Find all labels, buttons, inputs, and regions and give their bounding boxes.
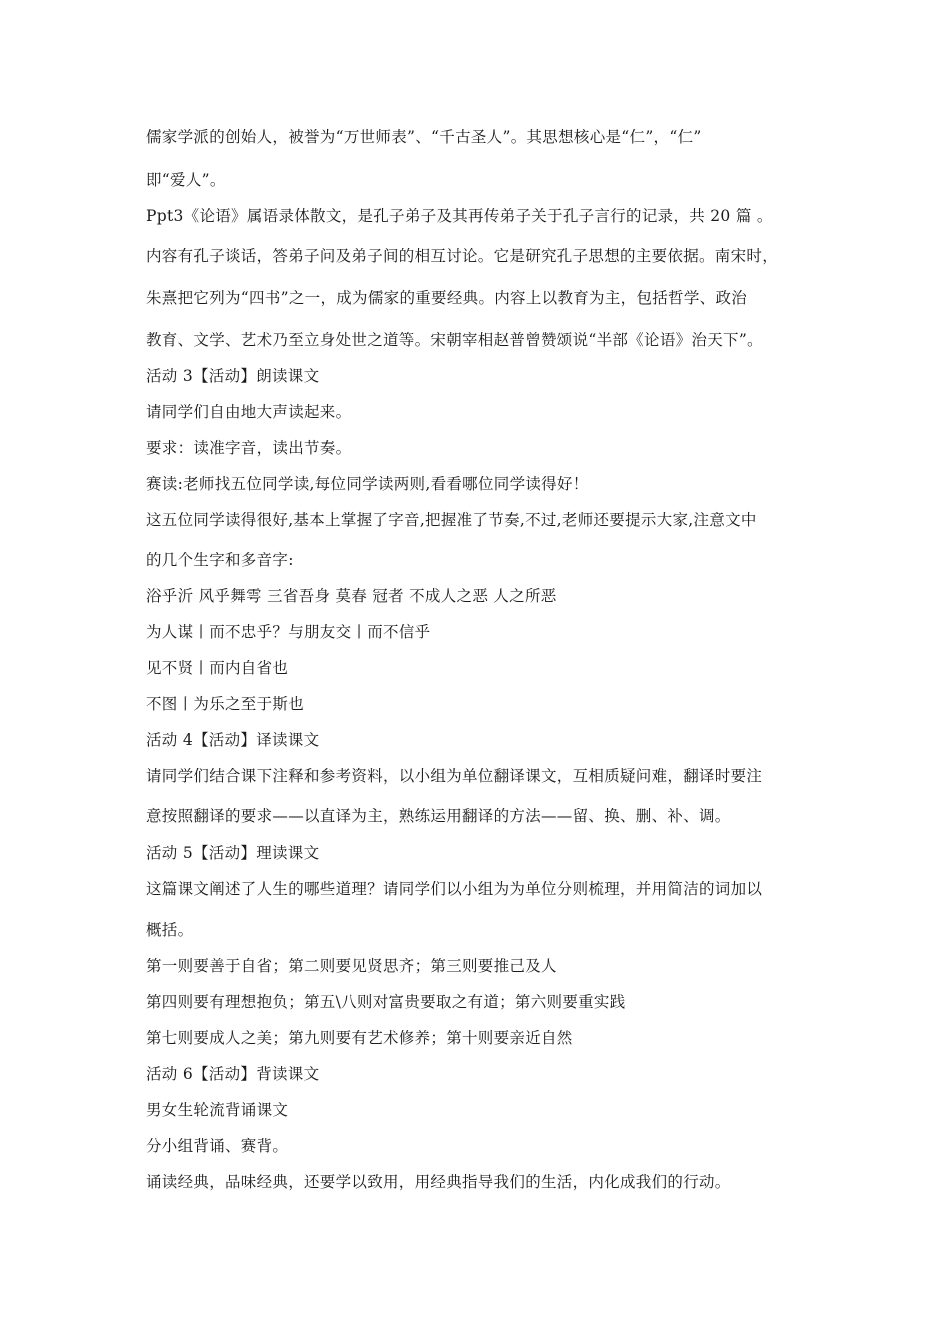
text-line: 不图丨为乐之至于斯也 <box>146 695 305 713</box>
text-line: 第一则要善于自省；第二则要见贤思齐；第三则要推己及人 <box>146 957 557 975</box>
text-line: 诵读经典，品味经典，还要学以致用，用经典指导我们的生活，内化成我们的行动。 <box>146 1173 731 1191</box>
text-line: 浴乎沂 风乎舞雩 三省吾身 莫春 冠者 不成人之恶 人之所恶 <box>146 587 557 605</box>
text-line: 即“爱人”。 <box>146 171 226 189</box>
text-line: 请同学们结合课下注释和参考资料，以小组为单位翻译课文，互相质疑问难，翻译时要注 <box>146 767 763 785</box>
text-line: 为人谋丨而不忠乎？与朋友交丨而不信乎 <box>146 623 431 641</box>
text-line: 这五位同学读得很好,基本上掌握了字音,把握准了节奏,不过,老师还要提示大家,注意文中 <box>146 511 757 529</box>
text-line: 要求：读准字音，读出节奏。 <box>146 439 352 457</box>
text-line: 赛读:老师找五位同学读,每位同学读两则,看看哪位同学读得好！ <box>146 475 589 493</box>
text-line: 内容有孔子谈话，答弟子问及弟子间的相互讨论。它是研究孔子思想的主要依据。南宋时， <box>146 247 779 265</box>
text-line: 朱熹把它列为“四书”之一，成为儒家的重要经典。内容上以教育为主，包括哲学、政治 <box>146 289 748 307</box>
text-line: 男女生轮流背诵课文 <box>146 1101 289 1119</box>
text-line: 这篇课文阐述了人生的哪些道理？请同学们以小组为为单位分则梳理，并用简洁的词加以 <box>146 880 763 898</box>
text-line: 第七则要成人之美；第九则要有艺术修养；第十则要亲近自然 <box>146 1029 573 1047</box>
activity-heading: 活动 5【活动】理读课文 <box>146 844 320 862</box>
text-line: 请同学们自由地大声读起来。 <box>146 403 352 421</box>
text-line: 儒家学派的创始人，被誉为“万世师表”、“千古圣人”。其思想核心是“仁”，“仁” <box>146 128 702 146</box>
activity-heading: 活动 3【活动】朗读课文 <box>146 367 320 385</box>
activity-heading: 活动 6【活动】背读课文 <box>146 1065 320 1083</box>
text-line: 分小组背诵、赛背。 <box>146 1137 289 1155</box>
text-line: 第四则要有理想抱负；第五\八则对富贵要取之有道；第六则要重实践 <box>146 993 626 1011</box>
text-line: 见不贤丨而内自省也 <box>146 659 289 677</box>
text-line: 意按照翻译的要求——以直译为主，熟练运用翻译的方法——留、换、删、补、调。 <box>146 807 731 825</box>
text-line: Ppt3《论语》属语录体散文，是孔子弟子及其再传弟子关于孔子言行的记录，共 20 篇 。 <box>146 207 773 225</box>
text-line: 的几个生字和多音字: <box>146 551 294 569</box>
activity-heading: 活动 4【活动】译读课文 <box>146 731 320 749</box>
text-line: 教育、文学、艺术乃至立身处世之道等。宋朝宰相赵普曾赞颂说“半部《论语》治天下”。 <box>146 331 763 349</box>
text-line: 概括。 <box>146 921 194 939</box>
